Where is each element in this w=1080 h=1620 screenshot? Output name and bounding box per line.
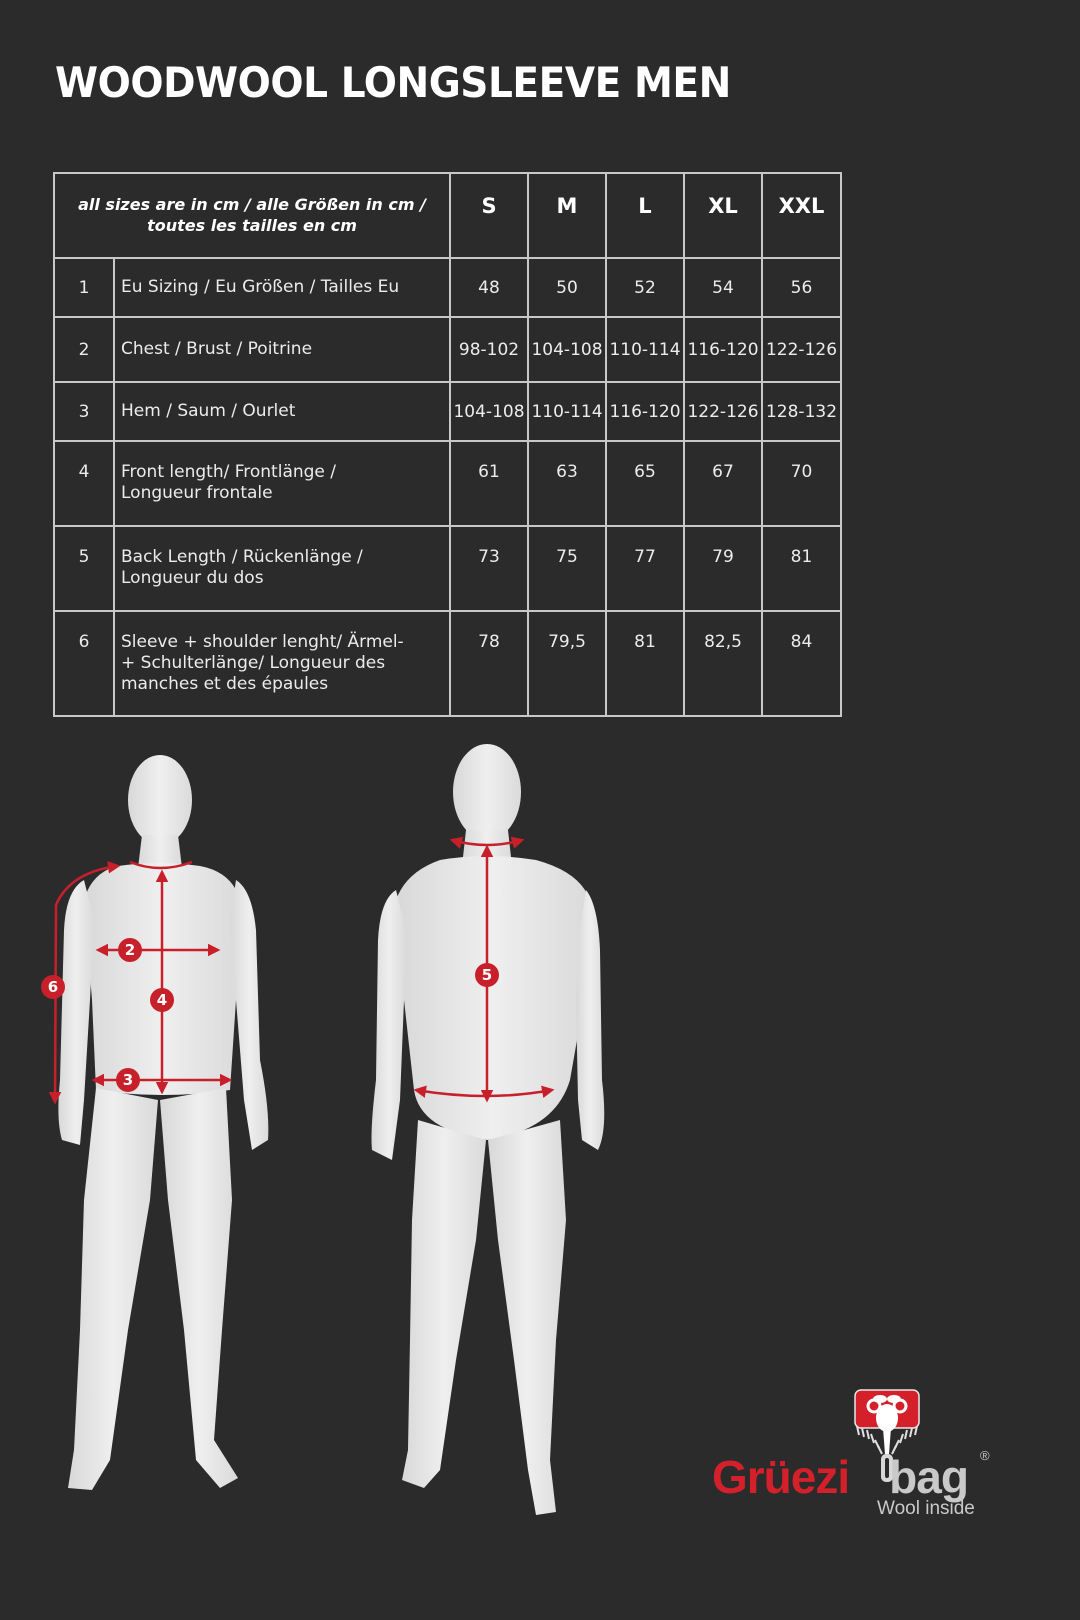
cell-value: 73	[450, 526, 528, 611]
cell-value: 82,5	[684, 611, 762, 716]
row-number: 3	[54, 382, 114, 441]
row-label	[114, 526, 450, 611]
brand-logo	[712, 1388, 1012, 1523]
row-label-line: Sleeve + shoulder lenght/ Ärmel-	[121, 632, 404, 652]
cell-value: 79,5	[528, 611, 606, 716]
cell-value: 77	[606, 526, 684, 611]
units-note-line-2: toutes les tailles en cm	[147, 216, 357, 235]
cell-value: 104-108	[528, 317, 606, 382]
cell-value: 50	[528, 258, 606, 317]
cell-value: 110-114	[528, 382, 606, 441]
svg-text:4: 4	[156, 991, 168, 1009]
row-number: 5	[54, 526, 114, 611]
table-header-row	[54, 173, 841, 258]
cell-value: 128-132	[762, 382, 841, 441]
row-label: Eu Sizing / Eu Größen / Tailles Eu	[114, 258, 450, 317]
size-header-xl: XL	[684, 173, 762, 258]
cell-value: 56	[762, 258, 841, 317]
row-label-line: Longueur du dos	[121, 568, 264, 588]
row-label-line: + Schulterlänge/ Longueur des	[121, 653, 386, 673]
row-label	[114, 441, 450, 526]
cell-value: 81	[762, 526, 841, 611]
marker-4-icon	[150, 988, 174, 1012]
cell-value: 61	[450, 441, 528, 526]
table-row	[54, 258, 841, 317]
cell-value: 104-108	[450, 382, 528, 441]
cell-value: 65	[606, 441, 684, 526]
row-label-line: Front length/ Frontlänge /	[121, 462, 337, 482]
marker-2-icon	[118, 938, 142, 962]
marker-3-icon	[116, 1068, 140, 1092]
svg-text:2: 2	[124, 941, 136, 959]
row-label-line: Back Length / Rückenlänge /	[121, 547, 363, 567]
cell-value: 122-126	[684, 382, 762, 441]
marker-6-icon	[41, 975, 65, 999]
size-chart-table	[53, 172, 842, 717]
svg-text:5: 5	[481, 966, 493, 984]
units-note-line-1: all sizes are in cm / alle Größen in cm /	[78, 195, 426, 214]
row-label	[114, 611, 450, 716]
size-header-l: L	[606, 173, 684, 258]
cell-value: 78	[450, 611, 528, 716]
row-label-line: Longueur frontale	[121, 483, 273, 503]
cell-value: 110-114	[606, 317, 684, 382]
cell-value: 67	[684, 441, 762, 526]
cell-value: 122-126	[762, 317, 841, 382]
row-label-line: manches et des épaules	[121, 674, 329, 694]
cell-value: 48	[450, 258, 528, 317]
table-row	[54, 382, 841, 441]
row-label: Chest / Brust / Poitrine	[114, 317, 450, 382]
table-row	[54, 317, 841, 382]
brand-name-grey: bag	[889, 1451, 968, 1503]
marker-5-icon	[475, 963, 499, 987]
size-header-m: M	[528, 173, 606, 258]
measurement-diagram	[0, 725, 660, 1525]
brand-wordmark	[712, 1450, 968, 1504]
row-label: Hem / Saum / Ourlet	[114, 382, 450, 441]
cell-value: 81	[606, 611, 684, 716]
cell-value: 84	[762, 611, 841, 716]
svg-text:6: 6	[47, 978, 59, 996]
cell-value: 116-120	[606, 382, 684, 441]
row-number: 4	[54, 441, 114, 526]
svg-text:3: 3	[122, 1071, 134, 1089]
cell-value: 98-102	[450, 317, 528, 382]
size-header-s: S	[450, 173, 528, 258]
table-row	[54, 526, 841, 611]
units-note	[54, 173, 450, 258]
table-row	[54, 611, 841, 716]
size-header-xxl: XXL	[762, 173, 841, 258]
back-markers	[475, 963, 499, 987]
brand-tagline: Wool inside	[877, 1498, 975, 1519]
front-mannequin-figure	[58, 755, 268, 1490]
cell-value: 75	[528, 526, 606, 611]
row-number: 2	[54, 317, 114, 382]
cell-value: 52	[606, 258, 684, 317]
cell-value: 70	[762, 441, 841, 526]
page-title: WOODWOOL LONGSLEEVE MEN	[55, 58, 731, 107]
cell-value: 54	[684, 258, 762, 317]
row-number: 1	[54, 258, 114, 317]
cell-value: 79	[684, 526, 762, 611]
brand-name-red: Grüezi	[712, 1451, 850, 1503]
table-row	[54, 441, 841, 526]
row-number: 6	[54, 611, 114, 716]
cell-value: 116-120	[684, 317, 762, 382]
registered-mark: ®	[980, 1448, 990, 1463]
cell-value: 63	[528, 441, 606, 526]
